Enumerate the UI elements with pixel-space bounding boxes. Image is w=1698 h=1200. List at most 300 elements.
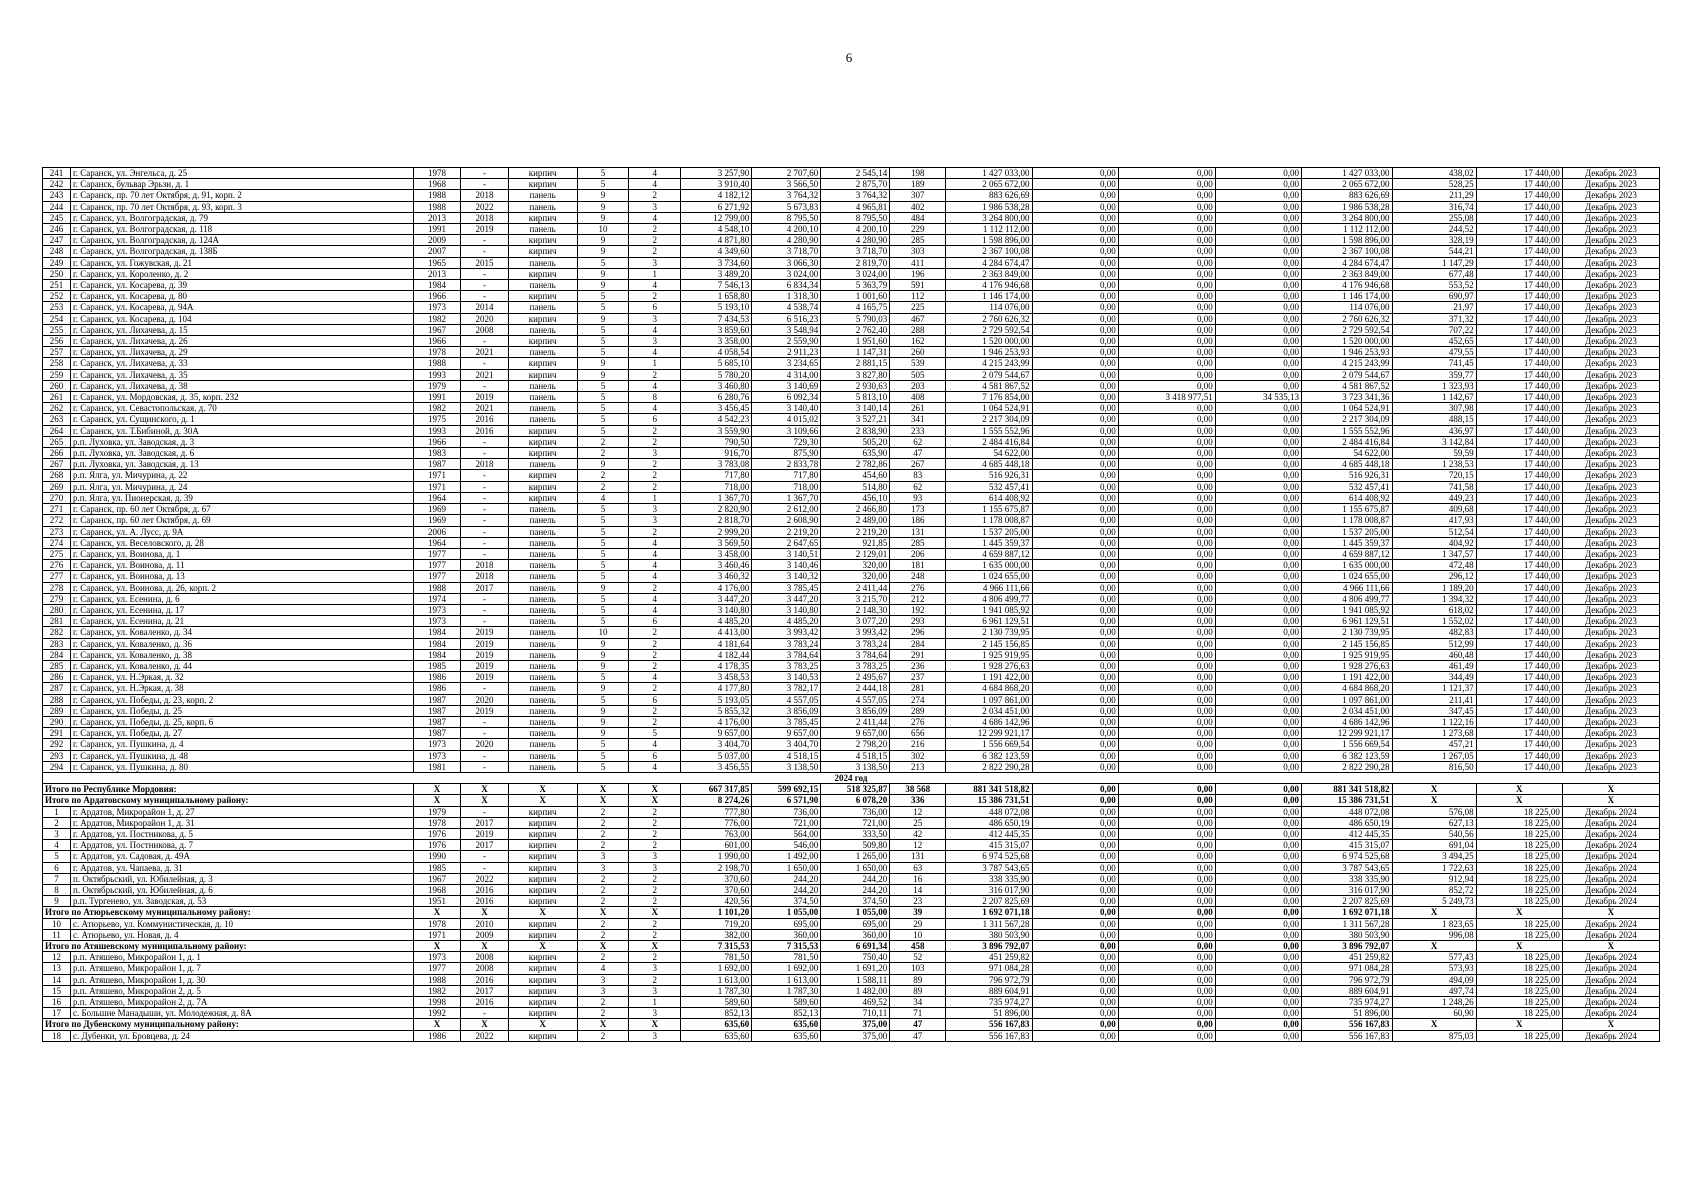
table-cell: 1 787,30 <box>681 985 752 996</box>
table-cell: 338 335,90 <box>946 873 1032 884</box>
table-cell: Итого по Атюрьевскому муниципальному району: <box>43 907 414 918</box>
table-cell: 0,00 <box>1032 504 1118 515</box>
table-cell: 9 <box>577 638 629 649</box>
table-cell: 0,00 <box>1118 425 1215 436</box>
table-cell: Декабрь 2023 <box>1562 235 1659 246</box>
table-cell: г. Саранск, ул. Лихачева, д. 38 <box>71 380 414 391</box>
table-row <box>43 739 1660 750</box>
table-cell: 875,90 <box>752 448 821 459</box>
table-cell: 0,00 <box>1215 672 1301 683</box>
table-cell: 1988 <box>413 190 460 201</box>
table-cell: 0,00 <box>1032 638 1118 649</box>
table-cell: 1969 <box>413 515 460 526</box>
table-cell: 93 <box>890 492 946 503</box>
table-cell: панель <box>508 515 577 526</box>
table-row <box>43 246 1660 257</box>
table-row <box>43 1008 1660 1019</box>
table-cell: 1 146 174,00 <box>946 291 1032 302</box>
table-cell: 6 974 525,68 <box>1301 851 1392 862</box>
table-cell: панель <box>508 660 577 671</box>
table-row <box>43 291 1660 302</box>
table-cell: 4 165,75 <box>821 302 890 313</box>
table-cell: 2 <box>629 896 681 907</box>
table-cell: г. Саранск, ул. Есенина, д. 6 <box>71 593 414 604</box>
table-cell: Декабрь 2023 <box>1562 257 1659 268</box>
table-cell: Декабрь 2023 <box>1562 324 1659 335</box>
table-cell: 1987 <box>413 694 460 705</box>
table-cell: 0,00 <box>1032 302 1118 313</box>
table-row <box>43 862 1660 873</box>
table-cell: 1977 <box>413 548 460 559</box>
table-cell: Декабрь 2023 <box>1562 414 1659 425</box>
table-cell: 2 <box>577 817 629 828</box>
table-cell: 4 686 142,96 <box>946 716 1032 727</box>
table-cell: 720,15 <box>1392 470 1476 481</box>
table-cell: 1968 <box>413 885 460 896</box>
table-cell: 2 <box>629 952 681 963</box>
table-cell: 2 <box>577 1008 629 1019</box>
table-cell: 0,00 <box>1118 212 1215 223</box>
table-cell: 532 457,41 <box>1301 481 1392 492</box>
table-cell: 17 440,00 <box>1476 257 1562 268</box>
table-row <box>43 638 1660 649</box>
table-cell: 9 <box>577 649 629 660</box>
table-cell: 2019 <box>461 705 508 716</box>
table-cell: 1 394,32 <box>1392 593 1476 604</box>
table-row <box>43 694 1660 705</box>
table-cell: панель <box>508 716 577 727</box>
table-cell: 4 215 243,99 <box>946 358 1032 369</box>
table-cell: 18 225,00 <box>1476 997 1562 1008</box>
table-cell: 186 <box>890 515 946 526</box>
table-cell: X <box>1562 784 1659 795</box>
table-cell: 4 684 868,20 <box>1301 683 1392 694</box>
table-cell: г. Саранск, ул. Косарева, д. 94А <box>71 302 414 313</box>
table-cell: 17 440,00 <box>1476 761 1562 772</box>
table-cell: 777,80 <box>681 806 752 817</box>
table-cell: 1 555 552,96 <box>946 425 1032 436</box>
table-cell: Декабрь 2023 <box>1562 672 1659 683</box>
table-cell: 467 <box>890 313 946 324</box>
table-cell: 5 <box>577 750 629 761</box>
table-cell: 2 <box>43 817 71 828</box>
table-cell: 17 440,00 <box>1476 358 1562 369</box>
table-cell: 39 <box>890 907 946 918</box>
table-cell: 3 404,70 <box>752 739 821 750</box>
table-cell: 279 <box>43 593 71 604</box>
table-cell: 18 225,00 <box>1476 974 1562 985</box>
table-cell: панель <box>508 257 577 268</box>
table-cell: 2 411,44 <box>821 582 890 593</box>
table-cell: 62 <box>890 436 946 447</box>
table-cell: р.п. Атяшево, Микрорайон 2, д. 7А <box>71 997 414 1008</box>
table-cell: 0,00 <box>1032 526 1118 537</box>
table-cell: 281 <box>890 683 946 694</box>
table-cell: панель <box>508 750 577 761</box>
table-cell: X <box>629 907 681 918</box>
table-row <box>43 358 1660 369</box>
table-cell: 3 993,42 <box>752 627 821 638</box>
table-cell: 5 790,03 <box>821 313 890 324</box>
table-cell: 0,00 <box>1032 425 1118 436</box>
table-cell: 0,00 <box>1032 358 1118 369</box>
table-cell: Декабрь 2023 <box>1562 224 1659 235</box>
table-cell: 2008 <box>461 952 508 963</box>
table-cell: 0,00 <box>1032 941 1118 952</box>
table-cell: 2009 <box>461 929 508 940</box>
table-cell: 0,00 <box>1032 313 1118 324</box>
table-cell: панель <box>508 694 577 705</box>
table-cell: 2 411,44 <box>821 716 890 727</box>
table-cell: 285 <box>890 235 946 246</box>
table-cell: панель <box>508 537 577 548</box>
table-cell: 0,00 <box>1215 548 1301 559</box>
table-cell: 6 <box>629 414 681 425</box>
table-row <box>43 347 1660 358</box>
table-cell: 4 <box>629 604 681 615</box>
table-cell: 17 440,00 <box>1476 448 1562 459</box>
table-cell: 3 489,20 <box>681 268 752 279</box>
table-cell: 718,00 <box>752 481 821 492</box>
table-cell: 7 315,53 <box>681 941 752 952</box>
table-cell: 2 065 672,00 <box>1301 179 1392 190</box>
table-cell: 3 140,80 <box>681 604 752 615</box>
table-cell: 5 <box>577 414 629 425</box>
table-cell: 0,00 <box>1215 560 1301 571</box>
table-cell: 2017 <box>461 582 508 593</box>
table-cell: 2 130 739,95 <box>946 627 1032 638</box>
table-cell: Декабрь 2023 <box>1562 336 1659 347</box>
table-cell: 528,25 <box>1392 179 1476 190</box>
table-cell: 889 604,91 <box>946 985 1032 996</box>
table-cell: 2 729 592,54 <box>946 324 1032 335</box>
table-cell: 296 <box>890 627 946 638</box>
table-cell: 42 <box>890 828 946 839</box>
table-cell: 241 <box>43 168 71 179</box>
table-cell: - <box>461 481 508 492</box>
table-cell: 344,49 <box>1392 672 1476 683</box>
table-cell: 1 112 112,00 <box>946 224 1032 235</box>
table-cell: р.п. Атяшево, Микрорайон 1, д. 7 <box>71 963 414 974</box>
table-cell: Декабрь 2023 <box>1562 548 1659 559</box>
table-cell: 9 <box>577 683 629 694</box>
table-cell: 0,00 <box>1118 862 1215 873</box>
table-cell: Декабрь 2023 <box>1562 246 1659 257</box>
table-cell: 62 <box>890 481 946 492</box>
table-cell: 0,00 <box>1118 448 1215 459</box>
table-cell: 553,52 <box>1392 280 1476 291</box>
table-cell: Декабрь 2023 <box>1562 179 1659 190</box>
table-cell: 0,00 <box>1118 380 1215 391</box>
table-cell: - <box>461 716 508 727</box>
table-cell: 1977 <box>413 571 460 582</box>
table-cell: 1 692 071,18 <box>1301 907 1392 918</box>
table-cell: 17 440,00 <box>1476 526 1562 537</box>
table-cell: 2 <box>577 436 629 447</box>
table-cell: г. Саранск, ул. Коваленко, д. 36 <box>71 638 414 649</box>
table-cell: 4 548,10 <box>681 224 752 235</box>
table-cell: 1 635 000,00 <box>1301 560 1392 571</box>
table-cell: 0,00 <box>1118 1030 1215 1041</box>
table-cell: 449,23 <box>1392 492 1476 503</box>
table-cell: 0,00 <box>1118 840 1215 851</box>
table-cell: 18 225,00 <box>1476 963 1562 974</box>
table-cell: 0,00 <box>1032 369 1118 380</box>
table-cell: 0,00 <box>1215 828 1301 839</box>
table-cell: 1 001,60 <box>821 291 890 302</box>
table-cell: 1 946 253,93 <box>946 347 1032 358</box>
table-cell: 0,00 <box>1215 862 1301 873</box>
table-cell: 261 <box>43 392 71 403</box>
table-cell: 276 <box>890 716 946 727</box>
table-cell: 6 691,34 <box>821 941 890 952</box>
table-cell: 17 440,00 <box>1476 190 1562 201</box>
table-cell: 1 946 253,93 <box>1301 347 1392 358</box>
table-cell: 1 588,11 <box>821 974 890 985</box>
table-cell: Декабрь 2023 <box>1562 728 1659 739</box>
table-cell: 0,00 <box>1215 705 1301 716</box>
table-cell: 512,54 <box>1392 526 1476 537</box>
table-cell: 0,00 <box>1032 201 1118 212</box>
table-cell: 285 <box>890 537 946 548</box>
table-cell: Декабрь 2024 <box>1562 1008 1659 1019</box>
table-cell: 307,98 <box>1392 403 1476 414</box>
table-cell: 1973 <box>413 750 460 761</box>
table-cell: 1988 <box>413 974 460 985</box>
table-cell: 1 990,00 <box>681 851 752 862</box>
table-cell: 0,00 <box>1215 604 1301 615</box>
table-cell: 17 440,00 <box>1476 268 1562 279</box>
table-cell: 2 782,86 <box>821 459 890 470</box>
table-cell: 0,00 <box>1032 291 1118 302</box>
table-cell: 1 492,00 <box>752 851 821 862</box>
table-cell: 456,10 <box>821 492 890 503</box>
table-cell: Декабрь 2023 <box>1562 694 1659 705</box>
table-cell: 1 238,53 <box>1392 459 1476 470</box>
table-row <box>43 627 1660 638</box>
table-cell: 2 367 100,08 <box>1301 246 1392 257</box>
table-cell: 2 145 156,85 <box>946 638 1032 649</box>
table-cell: 1 692,00 <box>681 963 752 974</box>
table-cell: 263 <box>43 414 71 425</box>
table-cell: 1971 <box>413 481 460 492</box>
table-cell: 2 <box>629 918 681 929</box>
table-cell: 971 084,28 <box>1301 963 1392 974</box>
table-cell: г. Ардатов, ул. Постникова, д. 7 <box>71 840 414 851</box>
table-cell: X <box>461 941 508 952</box>
table-cell: 2 875,70 <box>821 179 890 190</box>
table-cell: 2 034 451,00 <box>1301 705 1392 716</box>
table-cell: 3 <box>629 862 681 873</box>
table-cell: 17 440,00 <box>1476 302 1562 313</box>
table-cell: 3 993,42 <box>821 627 890 638</box>
table-cell: 0,00 <box>1215 425 1301 436</box>
table-cell: 488,15 <box>1392 414 1476 425</box>
table-cell: 2017 <box>461 817 508 828</box>
table-cell: 0,00 <box>1118 907 1215 918</box>
table-cell: 17 440,00 <box>1476 638 1562 649</box>
table-cell: 3 460,32 <box>681 571 752 582</box>
table-cell: 9 <box>577 212 629 223</box>
table-cell: 1 986 538,28 <box>946 201 1032 212</box>
table-cell: 162 <box>890 336 946 347</box>
table-cell: 589,60 <box>681 997 752 1008</box>
table-cell: 1988 <box>413 582 460 593</box>
table-cell: 6 078,20 <box>821 795 890 806</box>
table-cell: 15 <box>43 985 71 996</box>
table-cell: 1984 <box>413 638 460 649</box>
table-cell: 18 <box>43 1030 71 1041</box>
table-cell: 2 822 290,28 <box>946 761 1032 772</box>
table-cell: кирпич <box>508 470 577 481</box>
table-cell: X <box>1392 907 1476 918</box>
table-row <box>43 1030 1660 1041</box>
table-cell: г. Саранск, бульвар Эрьзи, д. 1 <box>71 179 414 190</box>
table-cell: 0,00 <box>1215 974 1301 985</box>
table-cell: г. Саранск, ул. Победы, д. 23, корп. 2 <box>71 694 414 705</box>
table-cell: - <box>461 268 508 279</box>
table-cell: 0,00 <box>1215 1019 1301 1030</box>
table-cell: 4 485,20 <box>681 616 752 627</box>
table-cell: 5 <box>577 179 629 190</box>
table-cell: 2 130 739,95 <box>1301 627 1392 638</box>
table-cell: 3 783,24 <box>752 638 821 649</box>
table-cell: 454,60 <box>821 470 890 481</box>
table-cell: 0,00 <box>1032 1030 1118 1041</box>
table-cell: г. Саранск, ул. Пушкина, д. 48 <box>71 750 414 761</box>
table-cell: 2 798,20 <box>821 739 890 750</box>
table-cell: 2 <box>577 952 629 963</box>
table-row <box>43 324 1660 335</box>
table-cell: 635,60 <box>752 1030 821 1041</box>
table-cell: 1 101,20 <box>681 907 752 918</box>
table-cell: 18 225,00 <box>1476 840 1562 851</box>
table-cell: 635,90 <box>821 448 890 459</box>
table-cell: 17 440,00 <box>1476 212 1562 223</box>
table-cell: 5 363,79 <box>821 280 890 291</box>
table-cell: - <box>461 683 508 694</box>
table-cell: 0,00 <box>1215 212 1301 223</box>
table-cell: - <box>461 1008 508 1019</box>
table-cell: кирпич <box>508 336 577 347</box>
table-cell: 336 <box>890 795 946 806</box>
table-cell: 0,00 <box>1032 1008 1118 1019</box>
table-cell: г. Саранск, ул. Косарева, д. 80 <box>71 291 414 302</box>
table-cell: 4 965,81 <box>821 201 890 212</box>
table-cell: 17 <box>43 1008 71 1019</box>
table-cell: 17 440,00 <box>1476 336 1562 347</box>
table-cell: 248 <box>890 571 946 582</box>
table-cell: 0,00 <box>1215 997 1301 1008</box>
table-row <box>43 179 1660 190</box>
table-cell: 971 084,28 <box>946 963 1032 974</box>
table-cell: г. Саранск, ул. Лихачева, д. 26 <box>71 336 414 347</box>
table-cell: 17 440,00 <box>1476 616 1562 627</box>
table-cell: 1951 <box>413 896 460 907</box>
table-row <box>43 268 1660 279</box>
table-cell: - <box>461 593 508 604</box>
table-cell: 29 <box>890 918 946 929</box>
table-cell: 4 <box>629 548 681 559</box>
table-cell: 0,00 <box>1032 190 1118 201</box>
table-cell: 1 122,16 <box>1392 716 1476 727</box>
table-cell: 284 <box>890 638 946 649</box>
table-cell: 4 <box>629 593 681 604</box>
table-cell: 0,00 <box>1032 168 1118 179</box>
table-cell: 0,00 <box>1215 795 1301 806</box>
table-cell: Декабрь 2024 <box>1562 974 1659 985</box>
table-cell: 1 787,30 <box>752 985 821 996</box>
table-cell: 0,00 <box>1118 963 1215 974</box>
table-row <box>43 548 1660 559</box>
table-cell: 5 <box>577 336 629 347</box>
table-cell: 1 552,02 <box>1392 616 1476 627</box>
table-cell: 1966 <box>413 291 460 302</box>
table-cell: 0,00 <box>1215 582 1301 593</box>
table-cell: 0,00 <box>1118 784 1215 795</box>
table-cell: - <box>461 548 508 559</box>
table-cell: 254 <box>43 313 71 324</box>
table-cell: 17 440,00 <box>1476 235 1562 246</box>
table-cell: г. Ардатов, ул. Постникова, д. 5 <box>71 828 414 839</box>
table-cell: X <box>577 941 629 952</box>
table-cell: 484 <box>890 212 946 223</box>
table-cell: 1987 <box>413 459 460 470</box>
table-cell: 47 <box>890 1030 946 1041</box>
table-row <box>43 190 1660 201</box>
table-cell: 0,00 <box>1118 268 1215 279</box>
table-cell: 3 783,25 <box>821 660 890 671</box>
table-cell: - <box>461 515 508 526</box>
table-cell: 0,00 <box>1215 459 1301 470</box>
table-cell: кирпич <box>508 817 577 828</box>
table-cell: 1988 <box>413 358 460 369</box>
table-cell: 1 248,26 <box>1392 997 1476 1008</box>
table-cell: панель <box>508 638 577 649</box>
table-cell: г. Саранск, ул. Воинова, д. 13 <box>71 571 414 582</box>
table-cell: 2 495,67 <box>821 672 890 683</box>
table-cell: 203 <box>890 380 946 391</box>
table-cell: 0,00 <box>1118 403 1215 414</box>
table-cell: X <box>629 941 681 952</box>
table-cell: 12 <box>890 806 946 817</box>
table-cell: 776,00 <box>681 817 752 828</box>
table-cell: 277 <box>43 571 71 582</box>
table-cell: 4 <box>629 212 681 223</box>
table-cell: 1992 <box>413 1008 460 1019</box>
table-cell: 2 <box>629 291 681 302</box>
table-cell: г. Саранск, ул. Лихачева, д. 35 <box>71 369 414 380</box>
table-cell: 34 535,13 <box>1215 392 1301 403</box>
table-cell: 2019 <box>461 627 508 638</box>
table-cell: 374,50 <box>821 896 890 907</box>
table-cell: 285 <box>43 660 71 671</box>
table-cell: 196 <box>890 268 946 279</box>
table-cell: 0,00 <box>1032 885 1118 896</box>
table-cell: 3 785,45 <box>752 716 821 727</box>
table-cell: X <box>1476 1019 1562 1030</box>
table-cell: 564,00 <box>752 828 821 839</box>
table-cell: 7 546,13 <box>681 280 752 291</box>
table-cell: г. Саранск, ул. Воинова, д. 1 <box>71 548 414 559</box>
table-cell: 1 055,00 <box>752 907 821 918</box>
table-cell: 8 795,50 <box>821 212 890 223</box>
table-cell: 83 <box>890 470 946 481</box>
table-cell: Декабрь 2023 <box>1562 212 1659 223</box>
table-cell: панель <box>508 548 577 559</box>
table-row <box>43 918 1660 929</box>
table-cell: 516 926,31 <box>1301 470 1392 481</box>
